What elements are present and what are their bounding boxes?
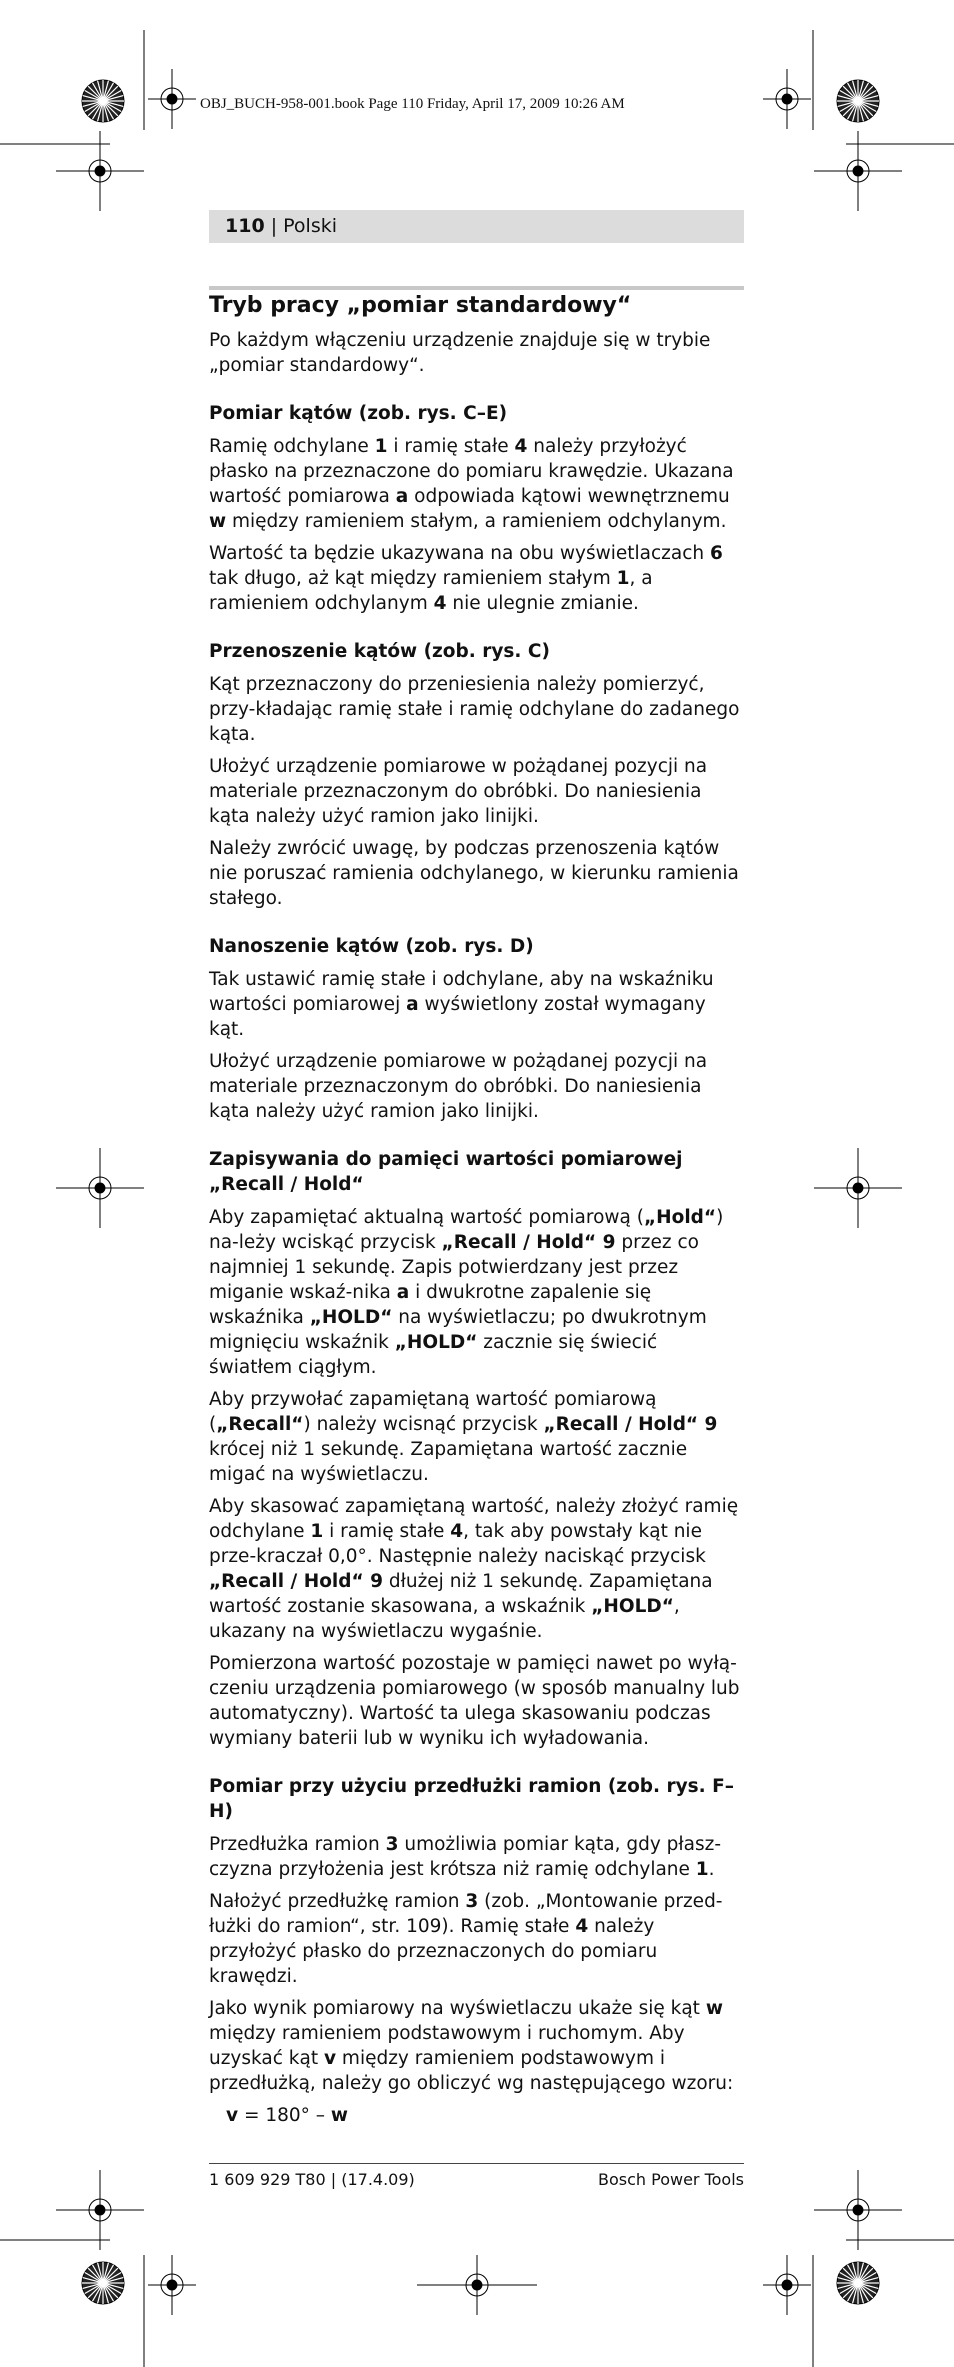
subsection-heading-angle-marking: Nanoszenie kątów (zob. rys. D) [209,936,534,957]
paragraph: Przedłużka ramion 3 umożliwia pomiar kąta, gdy płasz-czyzna przyłożenia jest krótsza niż ramię odchylane 1. [209,1834,722,1880]
registration-mark-dot [472,2280,482,2290]
subsection-heading-recall-hold: Zapisywania do pamięci wartości pomiarowej „Recall / Hold“ [209,1149,683,1195]
registration-mark-dot [95,2205,105,2215]
header-separator: | [264,215,284,237]
registration-mark-dot [167,2280,177,2290]
footer-publisher: Bosch Power Tools [598,2170,744,2189]
paragraph: Ramię odchylane 1 i ramię stałe 4 należy przyłożyć płasko na przeznaczone do pomiaru krawędzie. Ukazana wartość pomiarowa a odpowiada kątowi wewnętrznemu w między ramieniem stałym, a ramieniem odchylanym. [209,436,734,532]
subsection-heading-angle-measure: Pomiar kątów (zob. rys. C–E) [209,403,508,424]
paragraph: Ułożyć urządzenie pomiarowe w pożądanej pozycji na materiale przeznaczonym do obróbki. Do naniesienia kąta należy użyć ramion jako linijki. [209,756,708,827]
registration-mark-dot [853,2205,863,2215]
subsection-heading-extension-measure: Pomiar przy użyciu przedłużki ramion (zob. rys. F–H) [209,1776,735,1822]
header-language: Polski [283,215,338,237]
registration-mark-dot [95,166,105,176]
footer-doc-id: 1 609 929 T80 | (17.4.09) [209,2170,415,2189]
section-rule [209,286,744,290]
paragraph: Wartość ta będzie ukazywana na obu wyświetlaczach 6 tak długo, aż kąt między ramieniem stałym 1, a ramieniem odchylanym 4 nie ulegnie zmianie. [209,543,723,614]
paragraph: Aby skasować zapamiętaną wartość, należy złożyć ramię odchylane 1 i ramię stałe 4, tak aby powstały kąt nie prze-kraczał 0,0°. Następnie należy naciskąć przycisk „Recall / Hold“ 9 dłużej niż 1 sekundę. Zapamiętana wartość zostanie skasowana, a wskaźnik „HOLD“, ukazany na wyświetlaczu wygaśnie. [209,1496,739,1642]
paragraph: Pomierzona wartość pozostaje w pamięci nawet po wyłą-czeniu urządzenia pomiarowego (w sposób manualny lub automatyczny). Wartość ta ulega skasowaniu podczas wymiany baterii lub w wyniku ich wyładowania. [209,1653,740,1749]
paragraph: Należy zwrócić uwagę, by podczas przenoszenia kątów nie poruszać ramienia odchylanego, w kierunku ramienia stałego. [209,838,739,909]
paragraph: Aby zapamiętać aktualną wartość pomiarową („Hold“) na-leży wciskąć przycisk „Recall / Hold“ 9 przez co najmniej 1 sekundę. Zapis potwierdzany jest przez miganie wskaź-nika a i dwukrotne zapalenie się wskaźnika „HOLD“ na wyświetlaczu; po dwukrotnym mignięciu wskaźnik „HOLD“ zacznie się świecić światłem ciągłym. [209,1207,724,1378]
registration-mark-dot [782,2280,792,2290]
paragraph: Kąt przeznaczony do przeniesienia należy pomierzyć, przy-kładając ramię stałe i ramię odchylane do zadanego kąta. [209,674,740,745]
intro-paragraph: Po każdym włączeniu urządzenie znajduje się w trybie „pomiar standardowy“. [209,330,711,376]
paragraph: Nałożyć przedłużkę ramion 3 (zob. „Montowanie przed-łużki do ramion“, str. 109). Ramię stałe 4 należy przyłożyć płasko do przeznaczonych do pomiaru krawędzi. [209,1891,723,1987]
registration-mark-dot [95,1183,105,1193]
section-title: Tryb pracy „pomiar standardowy“ [209,293,632,318]
page-body [209,292,744,2135]
paragraph: Aby przywołać zapamiętaną wartość pomiarową („Recall“) należy wcisnąć przycisk „Recall / Hold“ 9 krócej niż 1 sekundę. Zapamiętana wartość zacznie migać na wyświetlaczu. [209,1389,718,1485]
paragraph: Ułożyć urządzenie pomiarowe w pożądanej pozycji na materiale przeznaczonym do obróbki. Do naniesienia kąta należy użyć ramion jako linijki. [209,1051,708,1122]
registration-mark-dot [853,166,863,176]
page-header [209,210,744,243]
formula: v = 180° – w [226,2105,348,2126]
paragraph: Jako wynik pomiarowy na wyświetlaczu ukaże się kąt w między ramieniem podstawowym i ruchomym. Aby uzyskać kąt v między ramieniem podstawowym i przedłużką, należy go obliczyć wg następującego wzoru: [209,1998,734,2094]
subsection-heading-angle-transfer: Przenoszenie kątów (zob. rys. C) [209,641,550,662]
footer-rule [209,2163,744,2164]
book-slug: OBJ_BUCH-958-001.book Page 110 Friday, April 17, 2009 10:26 AM [200,96,625,112]
registration-mark-dot [782,94,792,104]
registration-mark-dot [167,94,177,104]
paragraph: Tak ustawić ramię stałe i odchylane, aby na wskaźniku wartości pomiarowej a wyświetlony został wymagany kąt. [209,969,714,1040]
page-number: 110 [225,215,265,237]
registration-mark-dot [853,1183,863,1193]
